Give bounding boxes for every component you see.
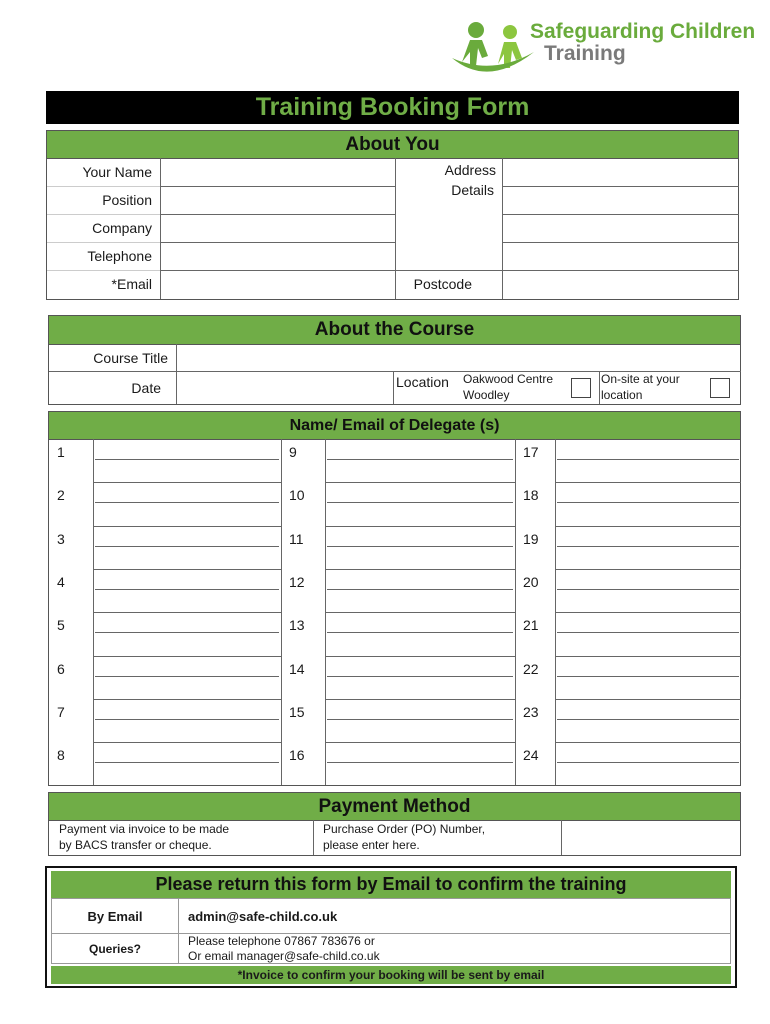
delegate-name-field[interactable] [327,483,513,503]
address-label-line2: Details [451,182,494,198]
delegate-email-field[interactable] [95,591,279,611]
delegate-number: 17 [523,444,539,460]
delegate-name-field[interactable] [95,743,279,763]
delegate-email-field[interactable] [95,678,279,698]
invoice-line2: by BACS transfer or cheque. [59,838,212,852]
delegate-number: 19 [523,531,539,547]
position-field[interactable] [161,187,394,213]
delegate-number: 8 [57,747,65,763]
delegate-number: 10 [289,487,305,503]
delegate-number: 20 [523,574,539,590]
delegates-title: Name/ Email of Delegate (s) [289,416,500,434]
logo [448,18,756,82]
delegate-name-field[interactable] [557,570,739,590]
delegate-email-field[interactable] [327,591,513,611]
return-table [51,898,731,964]
logo-subtitle: Training [544,42,626,65]
delegate-email-field[interactable] [557,634,739,654]
delegate-number: 9 [289,444,297,460]
postcode-label: Postcode [413,276,472,292]
delegate-email-field[interactable] [95,634,279,654]
delegate-name-field[interactable] [557,440,739,460]
delegate-name-field[interactable] [327,700,513,720]
delegate-name-field[interactable] [557,613,739,633]
delegate-email-field[interactable] [95,504,279,524]
date-field[interactable] [177,372,393,404]
delegates-header [48,411,741,440]
about-you-header [46,130,739,159]
delegate-name-field[interactable] [557,700,739,720]
delegate-name-field[interactable] [95,483,279,503]
queries-line1: Please telephone 07867 783676 or [188,934,375,948]
po-line2: please enter here. [323,838,420,852]
queries-label: Queries? [88,942,142,956]
delegates-grid [48,439,741,786]
delegate-email-field[interactable] [327,548,513,568]
date-label: Date [131,380,161,396]
payment-title: Payment Method [318,795,471,817]
delegate-number: 7 [57,704,65,720]
payment-po-text [323,821,558,853]
telephone-label: Telephone [87,248,152,264]
children-logo-icon [448,18,538,80]
return-header [51,871,731,898]
delegate-number: 14 [289,661,305,677]
location-option-oakwood [463,371,565,403]
about-course-title: About the Course [314,319,475,340]
email-label: *Email [111,276,152,292]
address-line-4-field[interactable] [503,243,739,269]
delegate-email-field[interactable] [557,461,739,481]
delegate-number: 12 [289,574,305,590]
delegate-name-field[interactable] [95,440,279,460]
delegate-name-field[interactable] [95,527,279,547]
delegate-number: 4 [57,574,65,590]
delegate-email-field[interactable] [327,634,513,654]
delegate-name-field[interactable] [95,570,279,590]
delegate-email-field[interactable] [327,504,513,524]
delegate-name-field[interactable] [95,700,279,720]
queries-line2: Or email manager@safe-child.co.uk [188,949,380,963]
delegate-email-field[interactable] [557,764,739,784]
delegate-number: 15 [289,704,305,720]
delegate-email-field[interactable] [327,678,513,698]
page-title: Training Booking Form [255,93,530,121]
onsite-line1: On-site at your [601,372,680,386]
po-number-field[interactable] [562,821,740,854]
delegate-name-field[interactable] [327,657,513,677]
delegate-email-field[interactable] [557,504,739,524]
about-you-section [46,158,739,300]
oakwood-line1: Oakwood Centre [463,372,554,386]
delegate-email-field[interactable] [557,591,739,611]
delegate-number: 23 [523,704,539,720]
delegate-name-field[interactable] [95,657,279,677]
course-title-label: Course Title [93,349,168,366]
delegate-name-field[interactable] [557,483,739,503]
admin-email-link[interactable]: admin@safe-child.co.uk [188,908,338,924]
delegate-number: 21 [523,617,539,633]
delegate-email-field[interactable] [557,721,739,741]
your-name-field[interactable] [161,159,394,185]
delegate-number: 6 [57,661,65,677]
delegate-name-field[interactable] [95,613,279,633]
delegate-email-field[interactable] [95,461,279,481]
title-bar [46,91,739,124]
your-name-label: Your Name [82,164,152,180]
payment-section [48,820,741,856]
email-field[interactable] [161,271,394,298]
company-field[interactable] [161,215,394,241]
address-line-1-field[interactable] [503,159,739,185]
invoice-line1: Payment via invoice to be made [59,822,230,836]
invoice-footer [51,966,731,984]
onsite-line2: location [601,388,643,402]
postcode-field[interactable] [503,271,739,298]
address-label-line1: Address [444,162,496,178]
delegate-name-field[interactable] [327,570,513,590]
delegate-number: 2 [57,487,65,503]
telephone-field[interactable] [161,243,394,269]
position-label: Position [102,192,152,208]
payment-invoice-text [59,821,309,853]
delegate-name-field[interactable] [327,743,513,763]
address-line-3-field[interactable] [503,215,739,241]
location-option-onsite [601,371,706,403]
delegate-name-field[interactable] [327,440,513,460]
onsite-checkbox[interactable] [710,378,730,398]
invoice-footer-text: *Invoice to confirm your booking will be sent by email [237,968,545,982]
delegate-name-field[interactable] [557,527,739,547]
address-line-2-field[interactable] [503,187,739,213]
queries-text [188,934,708,964]
location-label: Location [396,374,449,390]
delegate-number: 1 [57,444,65,460]
oakwood-line2: Woodley [463,388,510,402]
delegate-number: 13 [289,617,305,633]
delegate-email-field[interactable] [95,764,279,784]
delegate-number: 3 [57,531,65,547]
delegate-email-field[interactable] [95,548,279,568]
by-email-label: By Email [87,908,143,924]
delegate-number: 24 [523,747,539,763]
delegate-name-field[interactable] [327,613,513,633]
return-title: Please return this form by Email to confirm the training [155,874,627,894]
delegate-email-field[interactable] [327,461,513,481]
delegate-number: 16 [289,747,305,763]
delegate-email-field[interactable] [95,721,279,741]
delegate-name-field[interactable] [557,743,739,763]
course-title-field[interactable] [177,345,740,370]
delegate-email-field[interactable] [327,721,513,741]
delegate-email-field[interactable] [557,548,739,568]
about-course-section [48,344,741,405]
logo-title: Safeguarding Children [530,20,756,43]
about-course-header [48,315,741,345]
delegate-number: 11 [289,531,304,547]
payment-header [48,792,741,821]
delegate-number: 18 [523,487,539,503]
return-section [45,866,737,988]
oakwood-checkbox[interactable] [571,378,591,398]
delegate-number: 5 [57,617,65,633]
about-you-title: About You [345,133,440,155]
delegate-name-field[interactable] [557,657,739,677]
delegate-email-field[interactable] [557,678,739,698]
delegate-name-field[interactable] [327,527,513,547]
address-label [396,160,496,200]
company-label: Company [92,220,152,236]
po-line1: Purchase Order (PO) Number, [323,822,486,836]
delegate-number: 22 [523,661,539,677]
delegate-email-field[interactable] [327,764,513,784]
